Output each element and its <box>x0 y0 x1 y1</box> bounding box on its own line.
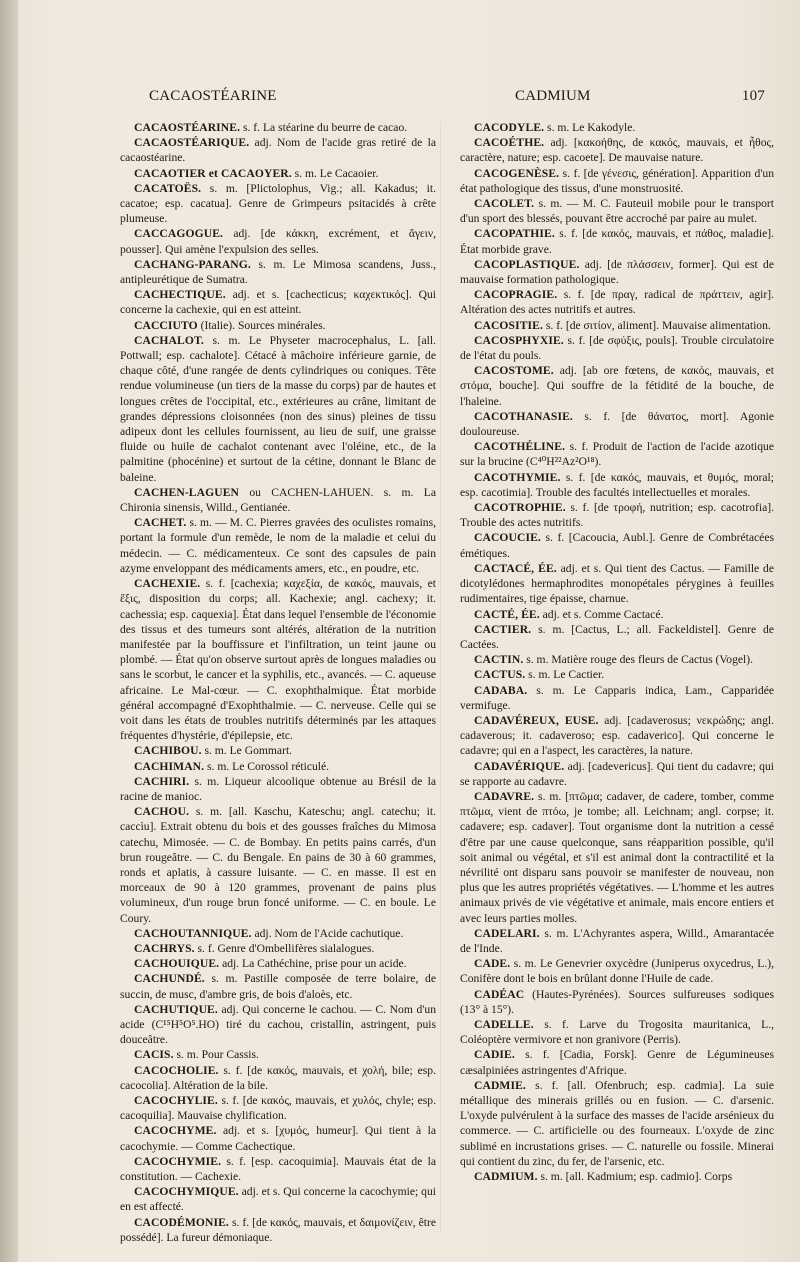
entry-definition: s. m. — M. C. Pierres gravées des oculistes romains, portant la formule d'un remède, le nom de la maladie et celui du médecin. — C. médicamenteux. Ce sont des capsules de pain azyme enveloppant des médicaments amers, etc., en poudre, etc. <box>120 516 436 575</box>
entry-definition: s. f. [de θάνατος, mort]. Agonie douloureuse. <box>460 409 774 439</box>
entry-definition: s. m. Le Physeter macrocephalus, L. [all. Pottwall; esp. cachalote]. Cétacé à mâchoire inférieure garnie, de chaque côté, d'une rangée de dents cylindriques ou coniques. Tête rendue volumineuse (un tiers de la masse du corps) par de hautes et longues crêtes de l'occipital, etc., extérieures au crâne, limitant de grandes dépressions cloisonnées (non des sinus) pleines de tissu adipeux dont les cellules fournissent, au lieu de suif, une graisse fluide ou huile de cachalot contenant avec l'oléine, etc., de la palmitine (phocénine) et surtout de la cétine, donnant le Blanc de baleine. <box>120 333 436 484</box>
entry-headword: CACOCHYME. <box>134 1124 217 1138</box>
entry-headword: CADELLE. <box>474 1017 534 1031</box>
dictionary-entry <box>120 774 436 804</box>
dictionary-entry <box>120 956 436 971</box>
entry-definition: s. f. [Cacoucia, Aubl.]. Genre de Combrétacées émétiques. <box>460 531 774 560</box>
entry-definition: s. f. Produit de l'action de l'acide azotique sur la brucine (C⁴⁰H²²Az²O¹⁸). <box>460 440 774 469</box>
entry-definition: s. f. Larve du Trogosita mauritanica, L., Coléoptère vermivore et non granivore (Perris). <box>460 1017 774 1047</box>
dictionary-entry <box>460 196 774 226</box>
entry-headword: CACOSTOME. <box>474 364 554 378</box>
dictionary-entry <box>120 120 436 135</box>
entry-definition: s. f. [Cadia, Forsk]. Genre de Légumineuses cæsalpiniées astringentes d'Afrique. <box>460 1048 774 1077</box>
entry-definition: s. m. [Plictolophus, Vig.; all. Kakadus; it. cacatoe; esp. cacatua]. Genre de Grimpeurs psitacidés à crête plumeuse. <box>120 181 436 226</box>
entry-headword: CACHIMAN. <box>134 759 205 773</box>
entry-headword: CACIS. <box>134 1048 174 1062</box>
dictionary-entry <box>120 333 436 485</box>
entry-headword: CACTUS. <box>474 668 526 682</box>
dictionary-entry <box>120 1123 436 1153</box>
entry-headword: CADE. <box>474 957 511 971</box>
dictionary-entry <box>460 667 774 682</box>
entry-definition: s. f. [esp. cacoquimia]. Mauvais état de la constitution. — Cachexie. <box>120 1154 436 1184</box>
entry-headword: CACAOSTÉARIQUE. <box>134 136 250 150</box>
entry-headword: CACOPATHIE. <box>474 227 555 241</box>
entry-definition: adj. [cadaverosus; νεκρώδης; angl. cadaverous; it. cadaveroso; esp. cadaverico]. Qui concerne le cadavre; qui en a l'aspect, les caractères, la nature. <box>460 713 774 758</box>
dictionary-entry <box>460 1017 774 1047</box>
running-header <box>115 88 765 108</box>
entry-headword: CADMIUM. <box>474 1170 538 1184</box>
entry-definition: s. f. [de κακός, mauvais, et χυλός, chyle; esp. cacoquilia]. Mauvaise chylification. <box>120 1094 436 1123</box>
dictionary-entry <box>120 135 436 165</box>
dictionary-entry <box>460 561 774 607</box>
dictionary-entry <box>460 759 774 789</box>
dictionary-entry <box>120 1184 436 1214</box>
entry-definition: s. f. La stéarine du beurre de cacao. <box>240 121 408 134</box>
dictionary-entry <box>460 713 774 759</box>
entry-definition: s. m. Le Cactier. <box>525 668 605 682</box>
entry-definition: adj. [cadevericus]. Qui tient du cadavre; qui se rapporte au cadavre. <box>460 759 774 788</box>
entry-definition: s. m. Le Mimosa scandens, Juss., antipleurétique de Sumatra. <box>120 257 436 287</box>
entry-headword: CADELARI. <box>474 926 540 940</box>
entry-headword: CADIE. <box>474 1048 515 1062</box>
dictionary-entry <box>120 1047 436 1062</box>
dictionary-entry <box>120 515 436 576</box>
entry-definition: s. f. [de κακός, mauvais, et θυμός, moral; esp. cacotimia]. Trouble des facultés intellectuelles et morales. <box>460 470 774 499</box>
dictionary-entry <box>120 226 436 256</box>
entry-headword: CACCIUTO <box>134 318 198 332</box>
dictionary-entry <box>460 409 774 439</box>
entry-headword: CACHRYS. <box>134 941 195 955</box>
entry-definition: adj. et s. [cachecticus; καχεκτικός]. Qui concerne la cachexie, qui en est atteint. <box>120 288 436 317</box>
entry-definition: adj. et s. Qui concerne la cacochymie; qui en est affecté. <box>120 1185 436 1214</box>
entry-definition: (Italie). Sources minérales. <box>197 318 326 332</box>
dictionary-entry <box>460 607 774 622</box>
dictionary-entry <box>460 530 774 560</box>
dictionary-entry <box>120 287 436 317</box>
entry-headword: CACOSPHYXIE. <box>474 333 564 347</box>
left-column <box>120 120 436 1245</box>
entry-headword: CACHUTIQUE. <box>134 1002 218 1016</box>
dictionary-entry <box>460 1169 774 1184</box>
entry-definition: s. m. Le Gommart. <box>201 744 293 758</box>
dictionary-entry <box>120 1093 436 1123</box>
dictionary-entry <box>460 318 774 333</box>
entry-definition: s. m. Le Cacaoier. <box>291 166 379 180</box>
entry-headword: CADMIE. <box>474 1078 526 1092</box>
entry-definition: adj. Nom de l'acide gras retiré de la cacaostéarine. <box>120 136 436 165</box>
entry-headword: CACHUNDÉ. <box>134 972 205 986</box>
entry-headword: CADAVRE. <box>474 789 535 803</box>
entry-headword: CACTACÉ, ÉE. <box>474 561 557 575</box>
dictionary-entry <box>460 622 774 652</box>
entry-headword: CADÉAC <box>474 987 525 1001</box>
dictionary-entry <box>460 956 774 986</box>
right-column <box>460 120 774 1184</box>
entry-definition: adj. [κακοήθης, de κακός, mauvais, et ἦθος, caractère, nature; esp. cacoete]. De mauvaise nature. <box>460 136 774 165</box>
entry-definition: s. m. L'Achyrantes aspera, Willd., Amarantacée de l'Inde. <box>460 926 774 955</box>
entry-headword: CACOCHYLIE. <box>134 1094 218 1107</box>
dictionary-entry <box>460 333 774 363</box>
entry-headword: CACCAGOGUE. <box>134 227 224 241</box>
entry-headword: CACTÉ, ÉE. <box>474 607 540 621</box>
dictionary-entry <box>460 166 774 196</box>
entry-definition: s. f. [de κακός, mauvais, et χολή, bile; esp. cacocolia]. Altération de la bile. <box>120 1063 436 1092</box>
entry-headword: CACOPRAGIE. <box>474 288 558 302</box>
header-left-guideword: CACAOSTÉARINE <box>149 88 277 104</box>
entry-definition: s. f. [de γένεσις, génération]. Apparition d'un état pathologique des tissus, d'une monstruosité. <box>460 166 774 195</box>
entry-headword: CACODÉMONIE. <box>134 1215 229 1229</box>
page-number: 107 <box>741 88 765 104</box>
entry-headword: CACHIBOU. <box>134 744 202 758</box>
dictionary-entry <box>460 120 774 135</box>
dictionary-entry <box>120 576 436 743</box>
entry-headword: CACHEN-LAGUEN <box>134 485 240 499</box>
entry-definition: s. f. Genre d'Ombellifères sialalogues. <box>194 941 375 955</box>
entry-headword: CACTIER. <box>474 622 532 636</box>
dictionary-entry <box>120 804 436 926</box>
entry-definition: ou CACHEN-LAHUEN. s. m. La Chironia sinensis, Willd., Gentianée. <box>120 485 436 515</box>
dictionary-entry <box>120 1063 436 1093</box>
entry-definition: s. m. Le Corossol réticulé. <box>204 759 330 773</box>
entry-headword: CACOCHYMIQUE. <box>134 1185 239 1199</box>
entry-headword: CACOGENÈSE. <box>474 166 560 180</box>
entry-headword: CACOCHOLIE. <box>134 1063 219 1077</box>
dictionary-entry <box>120 743 436 758</box>
dictionary-entry <box>120 1154 436 1184</box>
column-divider <box>440 122 441 1232</box>
entry-headword: CACATOËS. <box>134 181 202 195</box>
entry-headword: CACOTHÉLINE. <box>474 440 566 454</box>
entry-definition: s. f. [all. Ofenbruch; esp. cadmia]. La suie métallique des minerais grillés ou en fusion. — C. d'arsenic. L'oxyde pulvérulent à la surface des masses de l'acide arsénieux du commerce. — C. artificielle ou des fourneaux. L'oxyde de zinc sublimé en incrustations grises. — C. naturelle ou fossile. Minerai qui contient du zinc, du fer, de l'arsenic, etc. <box>460 1078 774 1168</box>
dictionary-entry <box>120 971 436 1001</box>
entry-headword: CACHOUIQUE. <box>134 957 220 971</box>
entry-definition: s. m. Matière rouge des fleurs de Cactus (Vogel). <box>523 653 754 667</box>
entry-headword: CACOPLASTIQUE. <box>474 257 580 271</box>
entry-definition: s. m. Le Kakodyle. <box>544 121 636 134</box>
entry-headword: CACOÉTHE. <box>474 136 545 150</box>
dictionary-entry <box>460 257 774 287</box>
entry-headword: CACOTROPHIE. <box>474 501 566 515</box>
dictionary-entry <box>460 652 774 667</box>
entry-headword: CACHIRI. <box>134 774 190 788</box>
entry-definition: s. f. [de πραγ, radical de πράττειν, agir]. Altération des actes nutritifs et autres. <box>460 288 774 317</box>
dictionary-entry <box>120 1002 436 1048</box>
entry-definition: s. f. [de τροφή, nutrition; esp. cacotrofia]. Trouble des actes nutritifs. <box>460 501 774 530</box>
entry-definition: s. f. [de κακός, mauvais, et δαιμονίζειν, être possédé]. La fureur démoniaque. <box>120 1215 436 1244</box>
dictionary-entry <box>460 789 774 926</box>
entry-headword: CACOCHYMIE. <box>134 1154 222 1168</box>
entry-headword: CACHET. <box>134 516 187 530</box>
entry-headword: CACOLET. <box>474 197 535 211</box>
entry-definition: s. f. [cachexia; καχεξία, de κακός, mauvais, et ἕξις, disposition du corps; all. Kachexie; angl. cachexy; it. cachessia; esp. caquexia]. État dans lequel l'ensemble de l'économie des tissus et des tumeurs sont altérés, altération de la nutrition manifestée par la bouffissure et l'infiltration, un teint jaune ou plombé. — État qu'on observe surtout après de longues maladies ou sans le scorbut, le cancer et la syphilis, etc., avancés. — C. aqueuse africaine. Le Mal-cœur. — C. exophthalmique. État morbide général accompagné d'Exophthalmie. — C. nerveuse. Celle qui se voit dans les états de troubles nutritifs déterminés par les attaques fréquentes d'hystérie, d'épilepsie, etc. <box>120 577 436 743</box>
entry-definition: adj. La Cathéchine, prise pour un acide. <box>219 957 407 971</box>
entry-headword: CACAOTIER et CACAOYER. <box>134 166 292 180</box>
dictionary-entry <box>460 1078 774 1169</box>
entry-definition: adj. et s. Comme Cactacé. <box>539 607 664 621</box>
entry-definition: adj. [de πλάσσειν, former]. Qui est de mauvaise formation pathologique. <box>460 257 774 287</box>
entry-headword: CACHANG-PARANG. <box>134 257 251 271</box>
dictionary-entry <box>120 941 436 956</box>
entry-headword: CACHECTIQUE. <box>134 288 226 302</box>
dictionary-entry <box>120 318 436 333</box>
entry-headword: CACHOUTANNIQUE. <box>134 926 252 940</box>
dictionary-entry <box>460 500 774 530</box>
header-right-guideword: CADMIUM <box>515 88 591 104</box>
entry-definition: adj. et s. [χυμός, humeur]. Qui tient à la cacochymie. — Comme Cachectique. <box>120 1124 436 1153</box>
dictionary-entry <box>460 226 774 256</box>
entry-headword: CACODYLE. <box>474 121 545 134</box>
entry-definition: s. m. [all. Kadmium; esp. cadmio]. Corps <box>537 1170 733 1184</box>
entry-definition: s. f. [de σιτίον, aliment]. Mauvaise alimentation. <box>542 318 771 332</box>
entry-headword: CADABA. <box>474 683 528 697</box>
entry-headword: CACOSITIE. <box>474 318 543 332</box>
entry-headword: CADAVÉRIQUE. <box>474 759 565 773</box>
dictionary-entry <box>460 926 774 956</box>
entry-definition: adj. Qui concerne le cachou. — C. Nom d'un acide (C¹⁵H⁵O⁵.HO) tiré du cachou, cristallin, astringent, puis douceâtre. <box>120 1002 436 1047</box>
dictionary-entry <box>460 987 774 1017</box>
entry-definition: adj. [ab ore fœtens, de κακός, mauvais, et στόμα, bouche]. Qui souffre de la fétidité de la bouche, de l'haleine. <box>460 364 774 408</box>
dictionary-entry <box>460 1047 774 1077</box>
entry-headword: CACAOSTÉARINE. <box>134 121 241 134</box>
entry-definition: s. m. Le Capparis indica, Lam., Capparidée vermifuge. <box>460 683 774 712</box>
entry-definition: s. m. — M. C. Fauteuil mobile pour le transport d'un sport des blessés, pouvant être accroché par paire au mulet. <box>460 197 774 226</box>
dictionary-entry <box>120 181 436 227</box>
dictionary-entry <box>460 439 774 469</box>
dictionary-entry <box>120 257 436 287</box>
entry-headword: CADAVÉREUX, EUSE. <box>474 713 599 727</box>
entry-definition: s. f. [de κακός, mauvais, et πάθος, maladie]. État morbide grave. <box>460 227 774 256</box>
entry-definition: (Hautes-Pyrénées). Sources sulfureuses sodiques (13° à 15°). <box>460 987 774 1016</box>
entry-definition: adj. Nom de l'Acide cachutique. <box>251 926 404 940</box>
entry-definition: s. m. [Cactus, L.; all. Fackeldistel]. Genre de Cactées. <box>460 622 774 651</box>
dictionary-entry <box>120 926 436 941</box>
entry-definition: adj. [de κάκκη, excrément, et ἄγειν, pousser]. Qui amène l'expulsion des selles. <box>120 227 436 256</box>
entry-definition: adj. et s. Qui tient des Cactus. — Famille de dicotylédones hermaphrodites monopétales pérygines à feuilles rudimentaires, tige épaisse, charnue. <box>460 561 774 606</box>
dictionary-entry <box>120 759 436 774</box>
dictionary-entry <box>460 363 774 409</box>
entry-headword: CACHOU. <box>134 805 190 819</box>
entry-definition: s. f. [de σφύξις, pouls]. Trouble circulatoire de l'état du pouls. <box>460 333 774 363</box>
dictionary-entry <box>460 287 774 317</box>
page-gutter <box>0 0 18 1262</box>
dictionary-entry <box>460 135 774 165</box>
entry-headword: CACOUCIE. <box>474 531 541 545</box>
entry-headword: CACTIN. <box>474 653 524 667</box>
entry-definition: s. m. Pastille composée de terre bolaire, de succin, de musc, d'ambre gris, de bois d'aloès, etc. <box>120 972 436 1001</box>
entry-definition: s. m. Liqueur alcoolique obtenue au Brésil de la racine de manioc. <box>120 774 436 803</box>
dictionary-entry <box>120 166 436 181</box>
entry-definition: s. m. [πτῶμα; cadaver, de cadere, tomber, comme πτῶμα, vient de πτόω, je tombe; all. Leichnam; angl. corpse; it. cadavere; esp. cadaver]. Tout organisme dont la nutrition a cessé d'être par une cause quelconque, sans réapparition possible, qu'il soit animal ou végétal, et s'il est animal dont la contractilité et la névrilité ont disparu sans pouvoir se manifester de nouveau, non plus que les autres propriétés végétatives. — L'homme et les autres animaux privés de vie végétative et animale, mais encore entiers et avec leurs parties molles. <box>460 789 774 925</box>
entry-headword: CACHALOT. <box>134 333 204 347</box>
dictionary-entry <box>460 470 774 500</box>
entry-definition: s. m. Pour Cassis. <box>173 1048 259 1062</box>
entry-headword: CACOTHANASIE. <box>474 409 573 423</box>
entry-headword: CACHEXIE. <box>134 577 201 591</box>
dictionary-entry <box>120 485 436 515</box>
dictionary-entry <box>460 683 774 713</box>
entry-headword: CACOTHYMIE. <box>474 470 561 484</box>
entry-definition: s. m. Le Genevrier oxycèdre (Juniperus oxycedrus, L.), Conifère dont le bois en brûlant donne l'Huile de cade. <box>460 957 774 986</box>
entry-definition: s. m. [all. Kaschu, Kateschu; angl. catechu; it. caccìu]. Extrait obtenu du bois et des gousses fraîches du Mimosa catechu, Mimosée. — C. de Bombay. En petits pains carrés, d'un brun rougeâtre. — C. du Bengale. En pains de 30 à 60 grammes, ronds et aplatis, à cassure luisante. — C. en masse. Il est en morceaux de 90 à 120 grammes, provenant de pains plus volumineux, d'un rouge brun foncé uniforme. — C. en boule. Le Coury. <box>120 805 436 925</box>
dictionary-entry <box>120 1215 436 1245</box>
